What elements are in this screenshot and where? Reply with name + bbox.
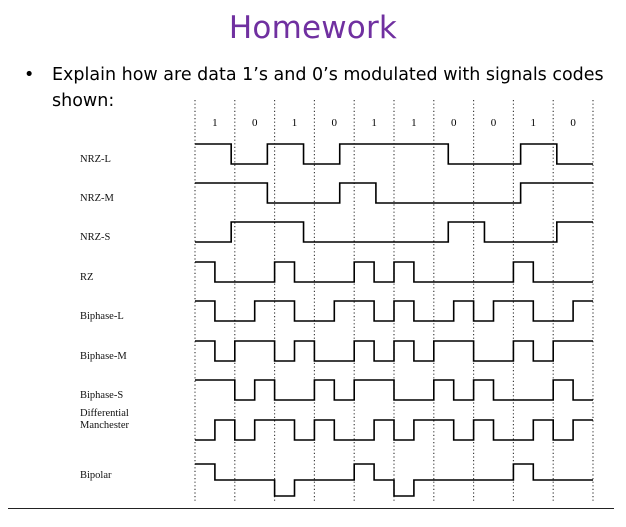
bit-value-label: 0 bbox=[331, 117, 338, 129]
bit-value-label: 0 bbox=[570, 117, 576, 129]
signal-label: Biphase-M bbox=[80, 351, 127, 362]
bullet-text: Explain how are data 1’s and 0’s modulated with signals codes shown: bbox=[52, 65, 604, 111]
signal-label: NRZ-M bbox=[80, 193, 114, 204]
signal-label: Biphase-L bbox=[80, 311, 124, 322]
signal-waveform bbox=[195, 380, 593, 400]
signal-waveform bbox=[195, 301, 593, 321]
bottom-divider bbox=[8, 508, 614, 509]
signal-label: Biphase-S bbox=[80, 390, 124, 401]
signal-waveform bbox=[195, 420, 593, 440]
bit-value-label: 1 bbox=[371, 117, 377, 129]
signal-label: RZ bbox=[80, 272, 94, 283]
bit-value-label: 1 bbox=[411, 117, 417, 129]
signal-label: NRZ-S bbox=[80, 232, 111, 243]
signal-label: Manchester bbox=[80, 420, 129, 431]
signal-waveform bbox=[195, 262, 593, 282]
signal-label: Differential bbox=[80, 408, 129, 419]
page-title: Homework bbox=[228, 10, 398, 46]
signal-waveform bbox=[195, 341, 593, 361]
bit-value-label: 0 bbox=[450, 117, 457, 129]
bit-value-label: 0 bbox=[490, 117, 497, 129]
bit-value-label: 1 bbox=[530, 117, 537, 129]
signal-waveform bbox=[195, 222, 593, 242]
signal-waveform bbox=[195, 183, 593, 203]
bit-value-label: 1 bbox=[291, 117, 298, 129]
bullet-marker: • bbox=[24, 65, 35, 85]
signal-label: Bipolar bbox=[80, 470, 112, 481]
bit-value-label: 0 bbox=[251, 117, 258, 129]
signal-waveform bbox=[195, 464, 593, 496]
signal-label: NRZ-L bbox=[80, 154, 111, 165]
bit-value-label: 1 bbox=[212, 117, 218, 129]
